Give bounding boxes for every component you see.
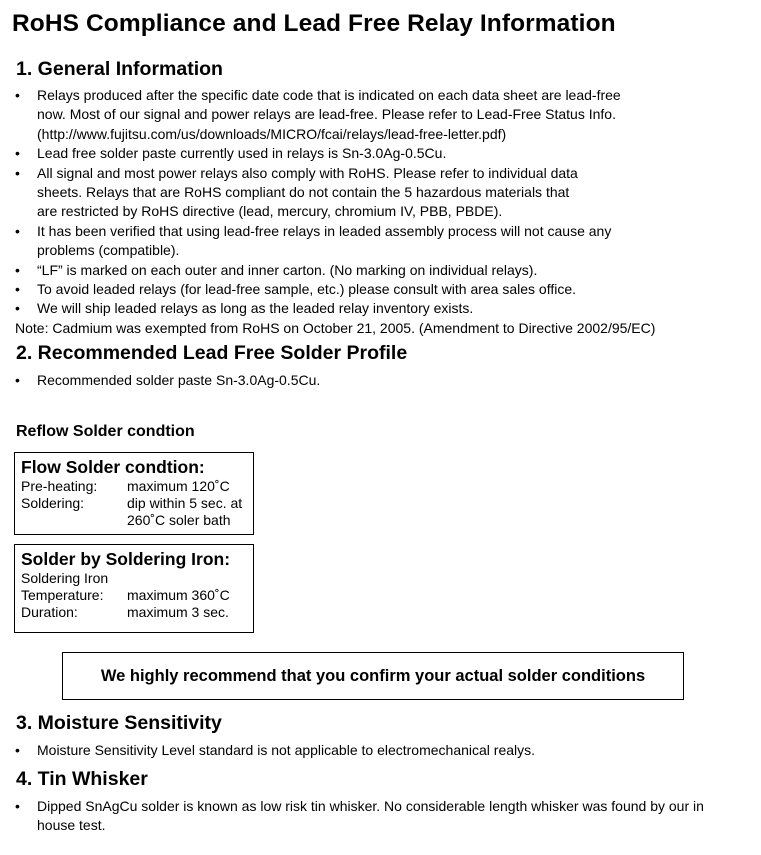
bullet-icon: • <box>15 300 20 317</box>
section-heading-general: 1. General Information <box>16 58 223 80</box>
bullet-icon: • <box>15 164 20 181</box>
condition-row <box>21 587 247 604</box>
condition-row <box>21 570 247 587</box>
bullet-text-line: problems (compatible). <box>37 242 180 259</box>
condition-label: Pre-heating: <box>21 478 98 494</box>
condition-row <box>21 512 247 529</box>
list-item <box>0 144 655 163</box>
section-heading-tin-whisker: 4. Tin Whisker <box>16 768 148 790</box>
condition-label: Duration: <box>21 604 78 620</box>
list-item <box>0 299 655 318</box>
flow-solder-title: Flow Solder condtion: <box>21 457 205 477</box>
bullet-text-line: It has been verified that using lead-free relays in leaded assembly process will not cause any <box>37 222 612 239</box>
bullet-text-line: (http://www.fujitsu.com/us/downloads/MICRO/fcai/relays/lead-free-letter.pdf) <box>37 125 507 142</box>
condition-value: maximum 360˚C <box>127 587 230 603</box>
bullet-text-line: now. Most of our signal and power relays are lead-free. Please refer to Lead-Free Status Info. <box>37 106 616 123</box>
list-item <box>0 261 655 280</box>
list-item <box>0 86 655 144</box>
soldering-iron-title: Solder by Soldering Iron: <box>21 549 231 569</box>
recommendation-box: We highly recommend that you confirm your actual solder conditions <box>62 652 684 700</box>
list-item <box>0 222 655 261</box>
bullet-text-line: sheets. Relays that are RoHS compliant do not contain the 5 hazardous materials that <box>37 184 570 201</box>
bullet-text-line: Dipped SnAgCu solder is known as low risk tin whisker. No considerable length whisker was found by our in <box>37 798 704 814</box>
bullet-text-line: are restricted by RoHS directive (lead, mercury, chromium IV, PBB, PBDE). <box>37 203 503 220</box>
bullet-icon: • <box>15 372 20 388</box>
bullet-text-line: Moisture Sensitivity Level standard is not applicable to electromechanical realys. <box>37 742 536 758</box>
section-heading-solder-profile: 2. Recommended Lead Free Solder Profile <box>16 342 408 364</box>
bullet-text-line: All signal and most power relays also comply with RoHS. Please refer to individual data <box>37 164 578 181</box>
soldering-iron-box <box>14 544 254 633</box>
bullet-text-line: Relays produced after the specific date code that is indicated on each data sheet are lead-free <box>37 87 621 103</box>
bullet-icon: • <box>15 798 20 814</box>
condition-value: dip within 5 sec. at <box>127 495 243 511</box>
bullet-icon: • <box>15 87 20 103</box>
condition-value: 260˚C soler bath <box>127 512 231 528</box>
condition-label <box>21 512 127 529</box>
bullet-icon: • <box>15 281 20 298</box>
bullet-text-line: house test. <box>37 817 106 834</box>
condition-row <box>21 604 247 621</box>
list-item <box>0 371 320 390</box>
page-title: RoHS Compliance and Lead Free Relay Information <box>12 10 616 37</box>
tin-whisker-list <box>0 797 704 836</box>
condition-label: Soldering: <box>21 495 85 511</box>
bullet-icon: • <box>15 145 20 162</box>
bullet-icon: • <box>15 261 20 278</box>
condition-value: maximum 120˚C <box>127 478 230 494</box>
note-text: Note: Cadmium was exempted from RoHS on October 21, 2005. (Amendment to Directive 2002/95/EC) <box>15 319 656 336</box>
bullet-text-line: Recommended solder paste Sn-3.0Ag-0.5Cu. <box>37 372 321 388</box>
bullet-text-line: To avoid leaded relays (for lead-free sample, etc.) please consult with area sales office. <box>37 281 577 298</box>
condition-row <box>21 478 247 495</box>
bullet-text-line: “LF” is marked on each outer and inner carton. (No marking on individual relays). <box>37 261 538 278</box>
bullet-text-line: We will ship leaded relays as long as the leaded relay inventory exists. <box>37 300 474 317</box>
flow-solder-box <box>14 452 254 535</box>
bullet-text-line: Lead free solder paste currently used in relays is Sn-3.0Ag-0.5Cu. <box>37 145 447 162</box>
list-item <box>0 741 535 760</box>
solder-profile-list <box>0 371 320 390</box>
bullet-icon: • <box>15 742 20 758</box>
bullet-icon: • <box>15 222 20 239</box>
moisture-list <box>0 741 535 760</box>
list-item <box>0 164 655 222</box>
section-heading-moisture: 3. Moisture Sensitivity <box>16 712 222 734</box>
condition-label: Temperature: <box>21 587 104 603</box>
condition-row <box>21 495 247 512</box>
condition-label: Soldering Iron <box>21 570 109 586</box>
list-item <box>0 797 704 836</box>
condition-value: maximum 3 sec. <box>127 604 229 620</box>
list-item <box>0 280 655 299</box>
reflow-heading: Reflow Solder condtion <box>16 423 195 440</box>
general-info-list <box>0 86 655 338</box>
